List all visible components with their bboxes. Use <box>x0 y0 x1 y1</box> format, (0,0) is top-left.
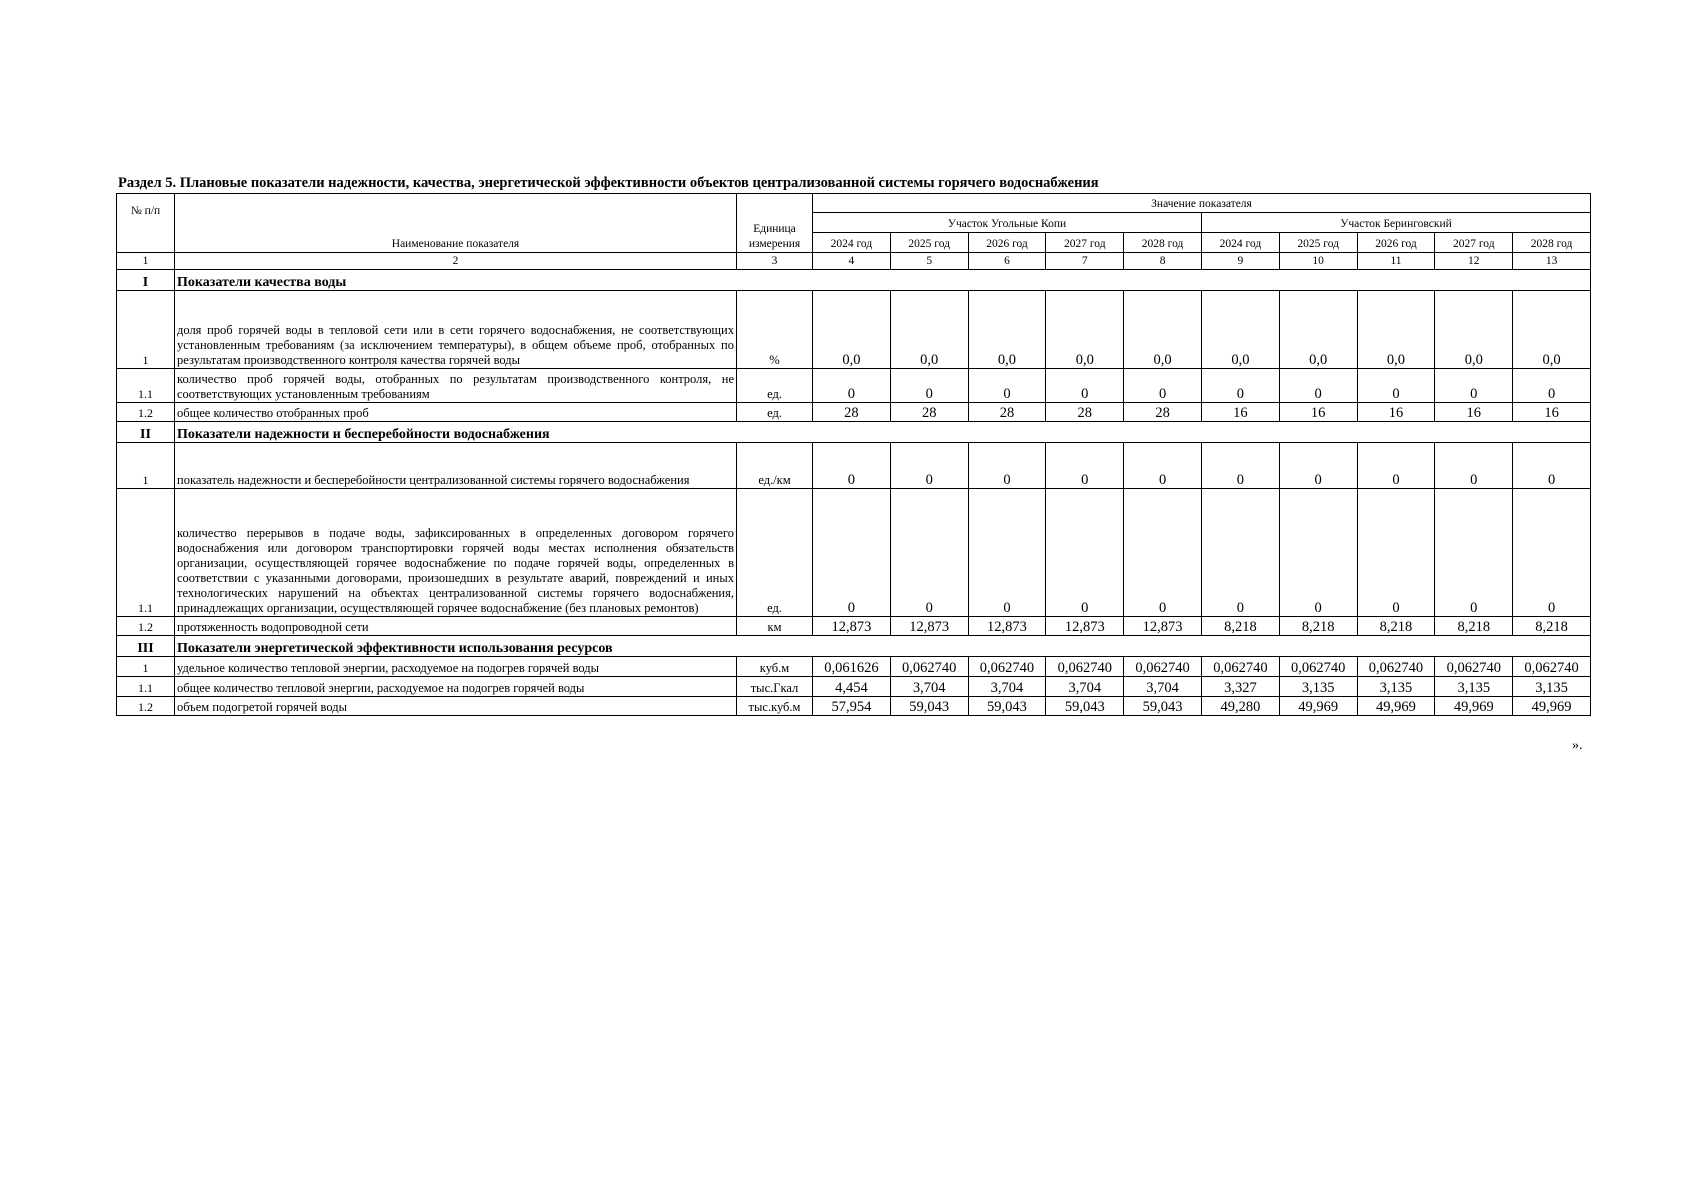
value-cell: 0,0 <box>1435 291 1513 369</box>
header-year: 2024 год <box>1201 233 1279 253</box>
value-cell: 59,043 <box>890 697 968 716</box>
value-cell: 0,0 <box>1124 291 1202 369</box>
value-cell: 16 <box>1201 403 1279 422</box>
value-cell: 57,954 <box>813 697 891 716</box>
value-cell: 12,873 <box>1124 617 1202 636</box>
value-cell: 0 <box>813 489 891 617</box>
value-cell: 28 <box>813 403 891 422</box>
row-number: 1.1 <box>117 369 175 403</box>
unit-cell: % <box>737 291 813 369</box>
row-number: 1 <box>117 657 175 677</box>
column-number: 2 <box>175 253 737 270</box>
table-row <box>117 403 1591 422</box>
value-cell: 49,969 <box>1279 697 1357 716</box>
value-cell: 0,0 <box>1201 291 1279 369</box>
value-cell: 0 <box>1357 489 1435 617</box>
unit-cell: тыс.куб.м <box>737 697 813 716</box>
value-cell: 0,0 <box>813 291 891 369</box>
value-cell: 3,135 <box>1357 677 1435 697</box>
unit-cell: ед. <box>737 489 813 617</box>
header-site-beringovsky: Участок Беринговский <box>1201 213 1590 233</box>
value-cell: 0 <box>1279 443 1357 489</box>
column-number: 4 <box>813 253 891 270</box>
value-cell: 59,043 <box>1124 697 1202 716</box>
value-cell: 0 <box>890 443 968 489</box>
header-site-ugolnye-kopi: Участок Угольные Копи <box>813 213 1202 233</box>
table-row <box>117 657 1591 677</box>
value-cell: 0 <box>1124 369 1202 403</box>
section-header-row <box>117 422 1591 443</box>
value-cell: 59,043 <box>968 697 1046 716</box>
unit-cell: ед. <box>737 369 813 403</box>
value-cell: 3,135 <box>1513 677 1591 697</box>
indicator-name: протяженность водопроводной сети <box>175 617 737 636</box>
header-row-1 <box>117 194 1591 213</box>
value-cell: 0 <box>813 369 891 403</box>
value-cell: 0 <box>968 489 1046 617</box>
unit-cell: куб.м <box>737 657 813 677</box>
value-cell: 0 <box>890 489 968 617</box>
value-cell: 0 <box>1435 489 1513 617</box>
value-cell: 3,704 <box>968 677 1046 697</box>
column-number: 1 <box>117 253 175 270</box>
value-cell: 49,280 <box>1201 697 1279 716</box>
section-title: Раздел 5. Плановые показатели надежности, качества, энергетической эффективности объектов централизованной системы горячего водоснабжения <box>118 175 1099 191</box>
value-cell: 28 <box>968 403 1046 422</box>
unit-cell: ед. <box>737 403 813 422</box>
indicator-name: количество проб горячей воды, отобранных по результатам производственного контроля, не соответствующих установленным требованиям <box>175 369 737 403</box>
value-cell: 0 <box>1046 369 1124 403</box>
value-cell: 0,062740 <box>1357 657 1435 677</box>
value-cell: 0 <box>1046 489 1124 617</box>
value-cell: 0,0 <box>1279 291 1357 369</box>
value-cell: 0 <box>1357 443 1435 489</box>
table-row <box>117 489 1591 617</box>
header-year: 2026 год <box>968 233 1046 253</box>
value-cell: 0 <box>968 369 1046 403</box>
row-number: 1 <box>117 443 175 489</box>
value-cell: 3,327 <box>1201 677 1279 697</box>
value-cell: 0,062740 <box>1046 657 1124 677</box>
value-cell: 12,873 <box>968 617 1046 636</box>
value-cell: 0,062740 <box>890 657 968 677</box>
value-cell: 0,0 <box>1046 291 1124 369</box>
value-cell: 16 <box>1357 403 1435 422</box>
value-cell: 0 <box>813 443 891 489</box>
value-cell: 4,454 <box>813 677 891 697</box>
row-number: 1.1 <box>117 489 175 617</box>
value-cell: 0 <box>1435 369 1513 403</box>
column-number: 11 <box>1357 253 1435 270</box>
value-cell: 0 <box>1513 443 1591 489</box>
value-cell: 0 <box>1201 489 1279 617</box>
row-number: 1.2 <box>117 403 175 422</box>
column-number: 10 <box>1279 253 1357 270</box>
indicator-name: общее количество тепловой энергии, расходуемое на подогрев горячей воды <box>175 677 737 697</box>
value-cell: 0,062740 <box>1435 657 1513 677</box>
header-year: 2025 год <box>1279 233 1357 253</box>
column-number: 5 <box>890 253 968 270</box>
column-number: 7 <box>1046 253 1124 270</box>
value-cell: 28 <box>1046 403 1124 422</box>
header-year: 2028 год <box>1124 233 1202 253</box>
value-cell: 0 <box>968 443 1046 489</box>
value-cell: 8,218 <box>1357 617 1435 636</box>
table-row <box>117 443 1591 489</box>
header-year: 2027 год <box>1435 233 1513 253</box>
value-cell: 0,0 <box>1357 291 1435 369</box>
row-number: 1.2 <box>117 617 175 636</box>
value-cell: 16 <box>1513 403 1591 422</box>
value-cell: 0 <box>1513 489 1591 617</box>
value-cell: 0,061626 <box>813 657 891 677</box>
section-title-cell: Показатели надежности и бесперебойности водоснабжения <box>175 422 1591 443</box>
value-cell: 0 <box>1279 489 1357 617</box>
indicator-name: показатель надежности и бесперебойности централизованной системы горячего водоснабжения <box>175 443 737 489</box>
value-cell: 0 <box>1513 369 1591 403</box>
header-unit: Единица измерения <box>737 194 813 253</box>
row-number: 1 <box>117 291 175 369</box>
column-number: 6 <box>968 253 1046 270</box>
value-cell: 8,218 <box>1513 617 1591 636</box>
value-cell: 0,062740 <box>1279 657 1357 677</box>
value-cell: 0,0 <box>890 291 968 369</box>
row-number: 1.1 <box>117 677 175 697</box>
value-cell: 0 <box>1435 443 1513 489</box>
value-cell: 0 <box>1124 443 1202 489</box>
section-number: I <box>117 270 175 291</box>
value-cell: 0 <box>1201 369 1279 403</box>
column-number: 9 <box>1201 253 1279 270</box>
header-name: Наименование показателя <box>175 194 737 253</box>
value-cell: 49,969 <box>1357 697 1435 716</box>
value-cell: 28 <box>1124 403 1202 422</box>
header-num: № п/п <box>117 194 175 253</box>
indicator-name: доля проб горячей воды в тепловой сети или в сети горячего водоснабжения, не соответствующих установленным требованиям (за исключением температуры), в общем объеме проб, отобранных по результатам производственного контроля качества горячей воды <box>175 291 737 369</box>
value-cell: 16 <box>1279 403 1357 422</box>
indicator-name: удельное количество тепловой энергии, расходуемое на подогрев горячей воды <box>175 657 737 677</box>
unit-cell: ед./км <box>737 443 813 489</box>
column-number: 3 <box>737 253 813 270</box>
section-header-row <box>117 270 1591 291</box>
unit-cell: тыс.Гкал <box>737 677 813 697</box>
section-number: II <box>117 422 175 443</box>
value-cell: 3,704 <box>1124 677 1202 697</box>
value-cell: 8,218 <box>1201 617 1279 636</box>
value-cell: 28 <box>890 403 968 422</box>
value-cell: 3,704 <box>1046 677 1124 697</box>
table-row <box>117 291 1591 369</box>
header-year: 2026 год <box>1357 233 1435 253</box>
header-year: 2024 год <box>813 233 891 253</box>
value-cell: 3,704 <box>890 677 968 697</box>
value-cell: 0 <box>1279 369 1357 403</box>
value-cell: 0,062740 <box>1124 657 1202 677</box>
value-cell: 0 <box>1046 443 1124 489</box>
value-cell: 49,969 <box>1513 697 1591 716</box>
header-year: 2028 год <box>1513 233 1591 253</box>
value-cell: 0,062740 <box>1513 657 1591 677</box>
value-cell: 0,062740 <box>968 657 1046 677</box>
value-cell: 59,043 <box>1046 697 1124 716</box>
value-cell: 8,218 <box>1279 617 1357 636</box>
value-cell: 3,135 <box>1435 677 1513 697</box>
value-cell: 0 <box>1124 489 1202 617</box>
value-cell: 12,873 <box>813 617 891 636</box>
value-cell: 0 <box>1357 369 1435 403</box>
value-cell: 3,135 <box>1279 677 1357 697</box>
value-cell: 16 <box>1435 403 1513 422</box>
column-number: 8 <box>1124 253 1202 270</box>
value-cell: 12,873 <box>1046 617 1124 636</box>
value-cell: 0,0 <box>968 291 1046 369</box>
row-number: 1.2 <box>117 697 175 716</box>
table-row <box>117 697 1591 716</box>
column-number: 13 <box>1513 253 1591 270</box>
value-cell: 0 <box>1201 443 1279 489</box>
indicators-table <box>116 193 1591 716</box>
indicator-name: объем подогретой горячей воды <box>175 697 737 716</box>
closing-mark: ». <box>1572 738 1583 753</box>
table-row <box>117 369 1591 403</box>
value-cell: 49,969 <box>1435 697 1513 716</box>
section-title-cell: Показатели качества воды <box>175 270 1591 291</box>
header-value-group: Значение показателя <box>813 194 1591 213</box>
header-year: 2027 год <box>1046 233 1124 253</box>
section-header-row <box>117 636 1591 657</box>
value-cell: 12,873 <box>890 617 968 636</box>
value-cell: 8,218 <box>1435 617 1513 636</box>
section-number: III <box>117 636 175 657</box>
indicator-name: количество перерывов в подаче воды, зафиксированных в определенных договором горячего водоснабжения или договором транспортировки горячей воды местах исполнения обязательств организации, осуществляющей горячее водоснабжение по подаче горячей воды, определенных в соответствии с указанными договорами, произошедших в результате аварий, повреждений и иных технологических нарушений на объектах централизованной системы горячего водоснабжения, принадлежащих организации, осуществляющей горячее водоснабжение (без плановых ремонтов) <box>175 489 737 617</box>
column-numbers-row <box>117 253 1591 270</box>
unit-cell: км <box>737 617 813 636</box>
value-cell: 0 <box>890 369 968 403</box>
header-year: 2025 год <box>890 233 968 253</box>
table-row <box>117 617 1591 636</box>
value-cell: 0,0 <box>1513 291 1591 369</box>
column-number: 12 <box>1435 253 1513 270</box>
section-title-cell: Показатели энергетической эффективности использования ресурсов <box>175 636 1591 657</box>
table-row <box>117 677 1591 697</box>
indicator-name: общее количество отобранных проб <box>175 403 737 422</box>
value-cell: 0,062740 <box>1201 657 1279 677</box>
